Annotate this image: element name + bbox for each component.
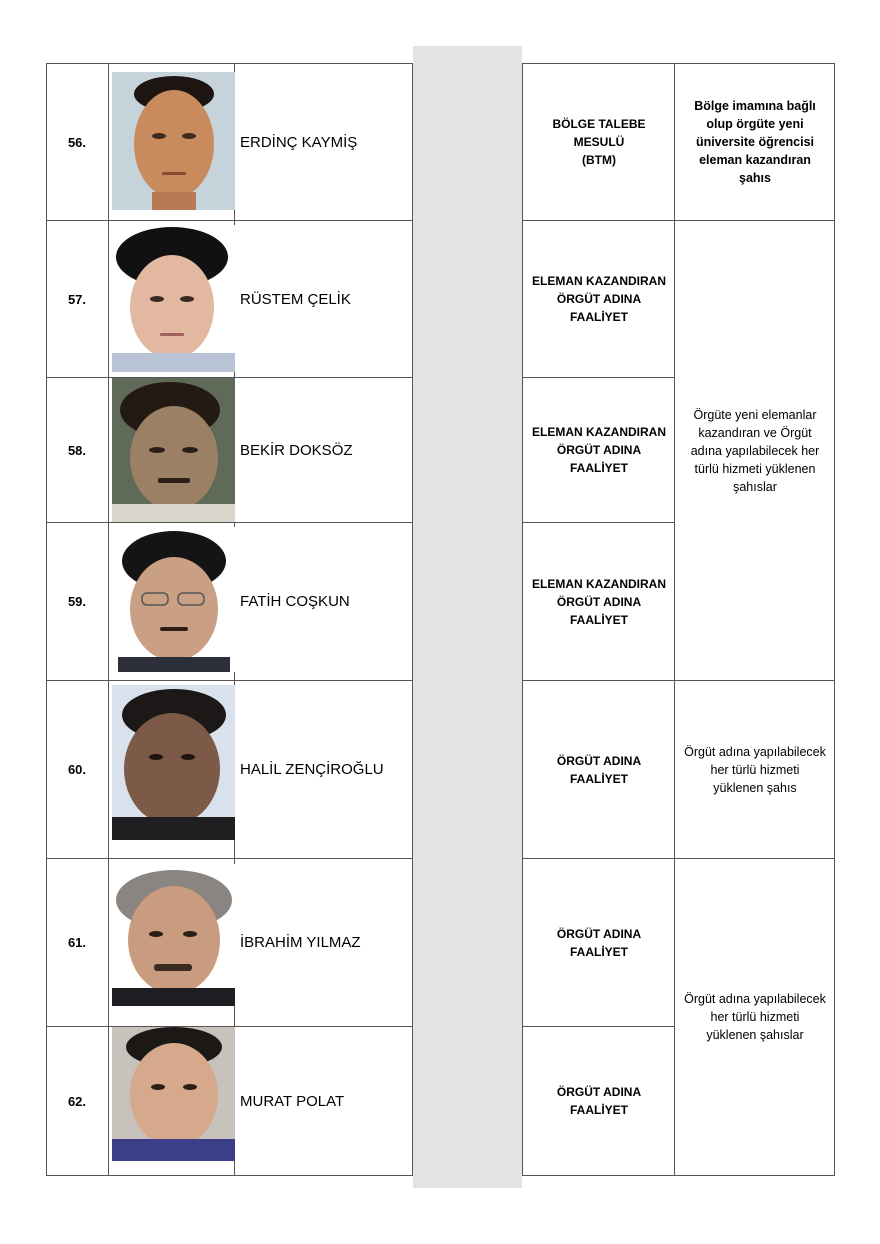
description: Bölge imamına bağlı olup örgüte yeni üniversite öğrencisi eleman kazandıran şahıs [694, 99, 816, 185]
description: Örgüt adına yapılabilecek her türlü hizmeti yüklenen şahıslar [684, 992, 826, 1042]
column-divider [674, 63, 675, 1176]
person-name: FATİH COŞKUN [240, 593, 350, 610]
description: Örgüt adına yapılabilecek her türlü hizmeti yüklenen şahıs [684, 744, 826, 795]
row-number: 59. [67, 594, 87, 609]
role-label: ÖRGÜT ADINA FAALİYET [556, 1085, 642, 1117]
role-label: ELEMAN KAZANDIRAN ÖRGÜT ADINA FAALİYET [532, 274, 666, 324]
person-name: MURAT POLAT [240, 1092, 345, 1110]
column-divider [108, 63, 109, 1176]
role-label: ELEMAN KAZANDIRAN ÖRGÜT ADINA FAALİYET [532, 425, 666, 475]
column-divider [522, 63, 523, 1176]
row-number: 56. [67, 134, 87, 150]
person-photo-icon [112, 72, 235, 210]
person-photo-icon [112, 1027, 235, 1161]
person-name: İBRAHİM YILMAZ [240, 934, 361, 951]
redacted-column [413, 46, 522, 1188]
person-photo-icon [112, 225, 235, 372]
person-name: RÜSTEM ÇELİK [240, 290, 351, 308]
row-number: 62. [67, 1093, 87, 1109]
person-photo-icon [112, 685, 235, 840]
row-number: 58. [67, 442, 87, 458]
table-border [522, 1175, 834, 1176]
person-name: BEKİR DOKSÖZ [240, 441, 353, 459]
table-border [46, 1175, 413, 1176]
column-divider [412, 63, 413, 1176]
row-number: 57. [67, 291, 87, 307]
person-name: HALİL ZENÇİROĞLU [240, 761, 384, 778]
role-label: BÖLGE TALEBE MESULÜ (BTM) [552, 117, 646, 167]
person-photo-icon [112, 864, 235, 1006]
role-label: ÖRGÜT ADINA FAALİYET [556, 926, 642, 959]
description: Örgüte yeni elemanlar kazandıran ve Örgüt adına yapılabilecek her türlü hizmeti yüklenen şahıslar [690, 407, 820, 494]
person-photo-icon [112, 527, 235, 672]
row-number: 61. [67, 935, 87, 950]
person-photo-icon [112, 378, 235, 522]
row-number: 60. [67, 762, 87, 777]
role-label: ÖRGÜT ADINA FAALİYET [556, 753, 642, 786]
person-name: ERDİNÇ KAYMİŞ [240, 133, 358, 151]
role-label: ELEMAN KAZANDIRAN ÖRGÜT ADINA FAALİYET [532, 576, 666, 627]
table-border [834, 63, 835, 1176]
